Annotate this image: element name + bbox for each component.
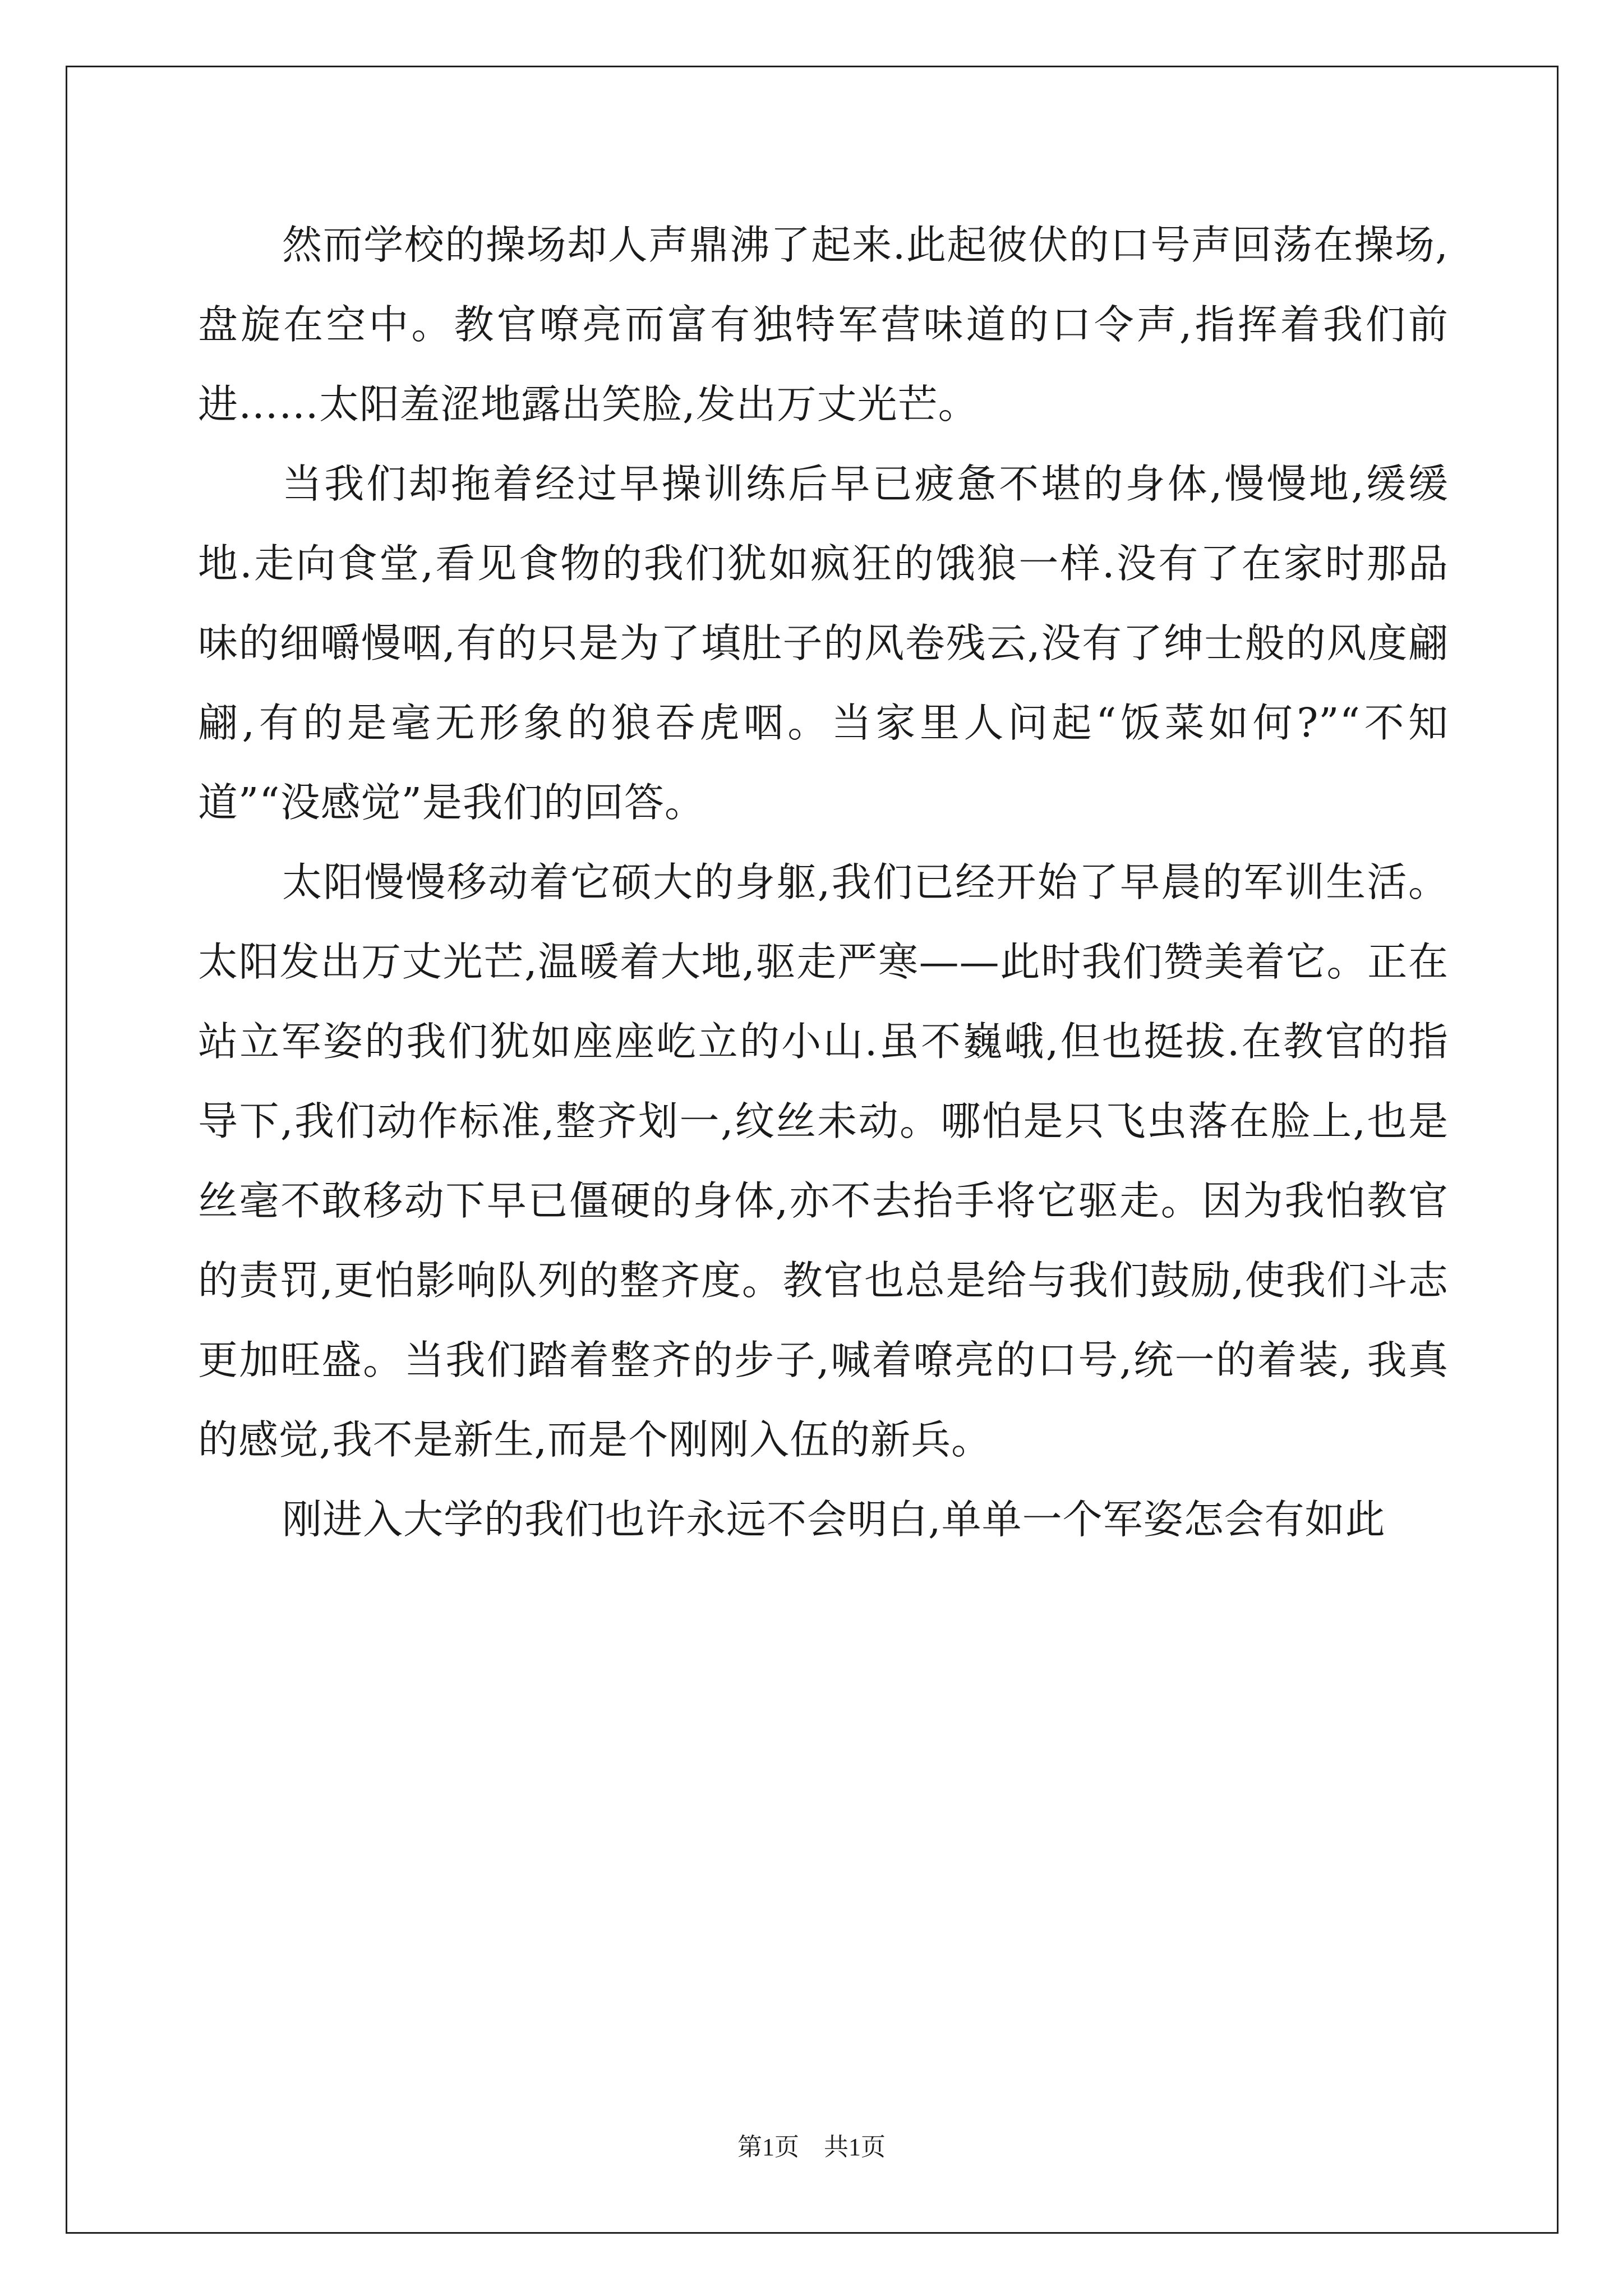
paragraph-3: 太阳慢慢移动着它硕大的身躯,我们已经开始了早晨的军训生活。太阳发出万丈光芒,温暖着大地,驱走严寒——此时我们赞美着它。正在站立军姿的我们犹如座座屹立的小山.虽不巍峨,但也挺拔.在教官的指导下,我们动作标准,整齐划一,纹丝未动。哪怕是只飞虫落在脸上,也是丝毫不敢移动下早已僵硬的身体,亦不去抬手将它驱走。因为我怕教官的责罚,更怕影响队列的整齐度。教官也总是给与我们鼓励,使我们斗志更加旺盛。当我们踏着整齐的步子,喊着嘹亮的口号,统一的着装, 我真的感觉,我不是新生,而是个刚刚入伍的新兵。 <box>198 859 1449 1463</box>
page-number: 第1页 <box>737 2133 799 2161</box>
page-footer <box>0 2132 1623 2163</box>
paragraph-1: 然而学校的操场却人声鼎沸了起来.此起彼伏的口号声回荡在操场,盘旋在空中。教官嘹亮而富有独特军营味道的口令声,指挥着我们前进……太阳羞涩地露出笑脸,发出万丈光芒。 <box>198 222 1449 427</box>
document-body <box>198 205 1449 1559</box>
page-total: 共1页 <box>824 2133 886 2161</box>
paragraph-4: 刚进入大学的我们也许永远不会明白,单单一个军姿怎会有如此 <box>282 1496 1386 1543</box>
paragraph-2: 当我们却拖着经过早操训练后早已疲惫不堪的身体,慢慢地,缓缓地.走向食堂,看见食物的我们犹如疯狂的饿狼一样.没有了在家时那品味的细嚼慢咽,有的只是为了填肚子的风卷残云,没有了绅士般的风度翩翩,有的是毫无形象的狼吞虎咽。当家里人问起“饭菜如何?”“不知道”“没感觉”是我们的回答。 <box>198 461 1449 826</box>
